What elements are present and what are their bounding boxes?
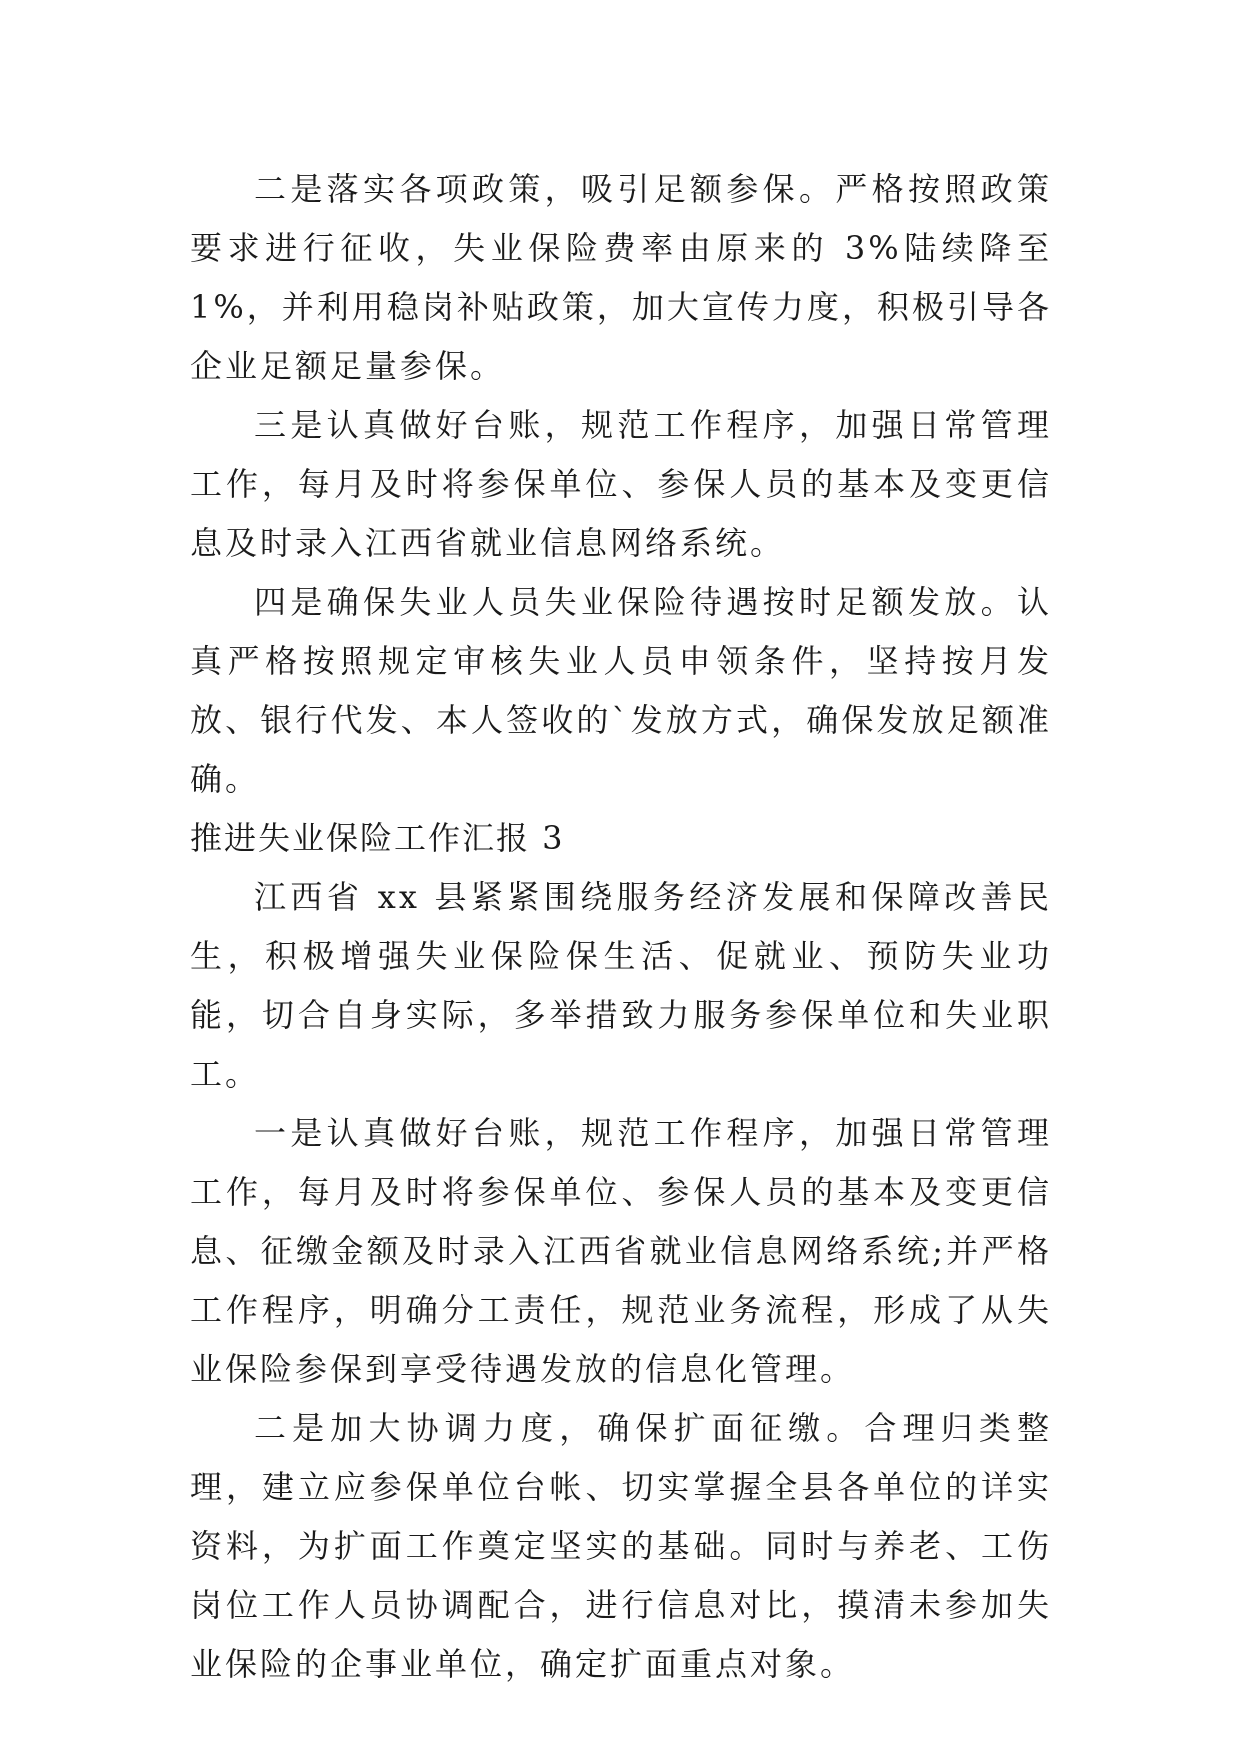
paragraph-benefit-payment: 四是确保失业人员失业保险待遇按时足额发放。认真严格按照规定审核失业人员申领条件，坚持按月发放、银行代发、本人签收的`发放方式，确保发放足额准确。 — [190, 583, 1052, 798]
paragraph-county-overview: 江西省 xx 县紧紧围绕服务经济发展和保障改善民生，积极增强失业保险保生活、促就业、预防失业功能，切合自身实际，多举措致力服务参保单位和失业职工。 — [190, 878, 1052, 1093]
section-heading: 推进失业保险工作汇报 3 — [190, 819, 565, 857]
paragraph-coordination-expansion: 二是加大协调力度，确保扩面征缴。合理归类整理，建立应参保单位台帐、切实掌握全县各单位的详实资料，为扩面工作奠定坚实的基础。同时与养老、工伤岗位工作人员协调配合，进行信息对比，摸清未参加失业保险的企事业单位，确定扩面重点对象。 — [190, 1409, 1052, 1683]
paragraph-ledger-procedures: 一是认真做好台账，规范工作程序，加强日常管理工作，每月及时将参保单位、参保人员的基本及变更信息、征缴金额及时录入江西省就业信息网络系统;并严格工作程序，明确分工责任，规范业务流程，形成了从失业保险参保到享受待遇发放的信息化管理。 — [190, 1114, 1052, 1388]
paragraph-ledger-management: 三是认真做好台账，规范工作程序，加强日常管理工作，每月及时将参保单位、参保人员的基本及变更信息及时录入江西省就业信息网络系统。 — [190, 406, 1052, 562]
paragraph-policy-implementation: 二是落实各项政策，吸引足额参保。严格按照政策要求进行征收，失业保险费率由原来的 3%陆续降至 1%，并利用稳岗补贴政策，加大宣传力度，积极引导各企业足额足量参保。 — [190, 170, 1052, 385]
document-body — [190, 160, 1052, 1694]
